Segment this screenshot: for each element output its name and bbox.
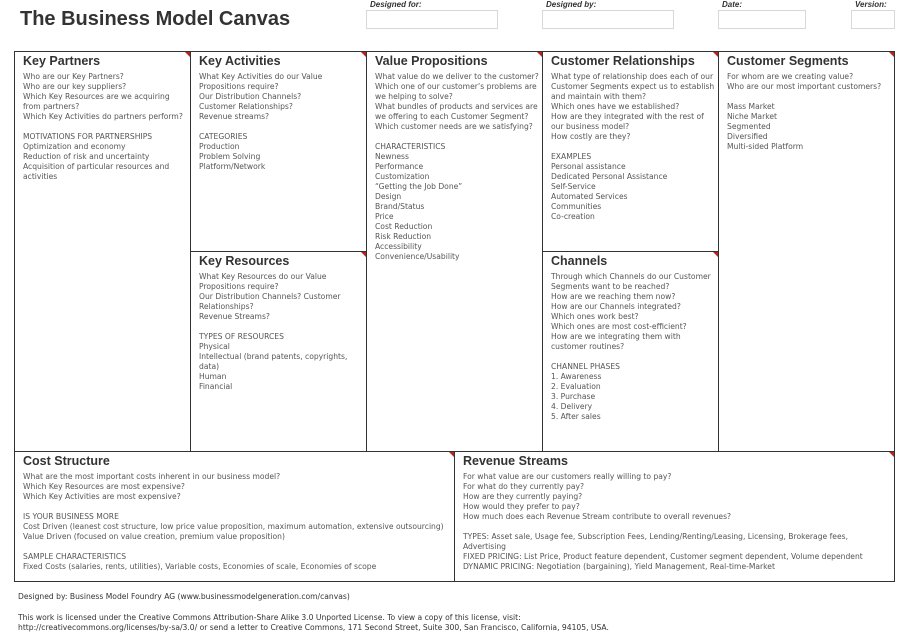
block-line: Co-creation: [551, 212, 595, 221]
line-gap: [727, 92, 891, 102]
block-line: Convenience/Usability: [375, 252, 460, 261]
line-gap: [463, 522, 891, 532]
block-line: Performance: [375, 162, 424, 171]
block-line: Which Key Resources are we acquiring from partners?: [23, 92, 173, 111]
block-line: Reduction of risk and uncertainty: [23, 152, 150, 161]
block-body: [199, 72, 363, 172]
block-line: What Key Resources do our Value Propositions require?: [199, 272, 329, 291]
block-line: How are we reaching them now?: [551, 292, 676, 301]
block-line: 5. After sales: [551, 412, 601, 421]
block-line: Dedicated Personal Assistance: [551, 172, 668, 181]
block-line: What type of relationship does each of our Customer Segments expect us to establish and maintain with them?: [551, 72, 717, 101]
block-line: FIXED PRICING: List Price, Product feature dependent, Customer segment dependent, Volume dependent: [463, 552, 863, 561]
date-label: Date:: [722, 0, 743, 9]
block-title: Customer Relationships: [551, 54, 695, 68]
block-line: SAMPLE CHARACTERISTICS: [23, 552, 127, 561]
corner-marker: [185, 52, 190, 57]
block-value-propositions[interactable]: [367, 52, 543, 452]
corner-marker: [537, 52, 542, 57]
block-line: Accessibility: [375, 242, 422, 251]
block-line: Which Key Activities do partners perform?: [23, 112, 183, 121]
block-line: Which ones have we established?: [551, 102, 680, 111]
block-revenue-streams[interactable]: [455, 452, 894, 581]
block-line: Financial: [199, 382, 233, 391]
block-line: CHARACTERISTICS: [375, 142, 446, 151]
block-title: Key Activities: [199, 54, 281, 68]
version-label: Version:: [855, 0, 887, 9]
block-line: Mass Market: [727, 102, 775, 111]
block-line: CATEGORIES: [199, 132, 248, 141]
block-line: 4. Delivery: [551, 402, 593, 411]
block-line: CHANNEL PHASES: [551, 362, 620, 371]
block-line: What are the most important costs inherent in our business model?: [23, 472, 281, 481]
block-line: Cost Reduction: [375, 222, 433, 231]
footer-license-line-2: http://creativecommons.org/licenses/by-sa/3.0/ or send a letter to Creative Commons, 171 Second Street, Suite 300, San Francisco, California, 94105, USA.: [18, 623, 609, 632]
block-cost-structure[interactable]: [15, 452, 455, 581]
block-line: Self-Service: [551, 182, 596, 191]
block-line: EXAMPLES: [551, 152, 592, 161]
block-line: DYNAMIC PRICING: Negotiation (bargaining), Yield Management, Real-time-Market: [463, 562, 775, 571]
block-line: Which ones are most cost-efficient?: [551, 322, 687, 331]
corner-marker: [713, 252, 718, 257]
line-gap: [199, 122, 363, 132]
block-line: Diversified: [727, 132, 768, 141]
block-line: For what value are our customers really willing to pay?: [463, 472, 672, 481]
corner-marker: [361, 52, 366, 57]
designed-by-field[interactable]: [542, 10, 674, 29]
designed-by-label: Designed by:: [546, 0, 597, 9]
designed-for-label: Designed for:: [370, 0, 422, 9]
block-body: [727, 72, 891, 152]
block-line: Who are our key suppliers?: [23, 82, 127, 91]
block-line: Intellectual (brand patents, copyrights, data): [199, 352, 350, 371]
block-key-activities[interactable]: [191, 52, 367, 252]
block-line: MOTIVATIONS FOR PARTNERSHIPS: [23, 132, 153, 141]
block-line: Physical: [199, 342, 230, 351]
block-line: Price: [375, 212, 394, 221]
block-customer-relationships[interactable]: [543, 52, 719, 252]
block-line: Segmented: [727, 122, 771, 131]
block-line: Which Key Activities are most expensive?: [23, 492, 181, 501]
block-line: Through which Channels do our Customer Segments want to be reached?: [551, 272, 714, 291]
block-line: 3. Purchase: [551, 392, 596, 401]
block-line: Production: [199, 142, 240, 151]
block-line: What value do we deliver to the customer?: [375, 72, 539, 81]
block-line: Problem Solving: [199, 152, 261, 161]
block-title: Customer Segments: [727, 54, 849, 68]
line-gap: [375, 132, 539, 142]
block-line: How are we integrating them with customer routines?: [551, 332, 684, 351]
block-title: Key Partners: [23, 54, 101, 68]
block-key-resources[interactable]: [191, 252, 367, 452]
block-line: Cost Driven (leanest cost structure, low price value proposition, maximum automation, extensive outsourcing): [23, 522, 444, 531]
block-line: Brand/Status: [375, 202, 425, 211]
block-line: Optimization and economy: [23, 142, 126, 151]
corner-marker: [889, 452, 894, 457]
block-line: Automated Services: [551, 192, 628, 201]
block-line: For what do they currently pay?: [463, 482, 585, 491]
block-line: Which Key Resources are most expensive?: [23, 482, 185, 491]
block-line: How are our Channels integrated?: [551, 302, 681, 311]
block-line: How would they prefer to pay?: [463, 502, 580, 511]
block-line: How much does each Revenue Stream contribute to overall revenues?: [463, 512, 732, 521]
block-body: [23, 72, 187, 182]
line-gap: [551, 352, 715, 362]
block-line: “Getting the Job Done”: [375, 182, 463, 191]
block-line: Who are our most important customers?: [727, 82, 882, 91]
block-body: [463, 472, 891, 572]
block-line: How are they currently paying?: [463, 492, 583, 501]
block-line: What bundles of products and services are we offering to each Customer Segment?: [375, 102, 541, 121]
block-title: Value Propositions: [375, 54, 488, 68]
block-line: Design: [375, 192, 402, 201]
block-line: Fixed Costs (salaries, rents, utilities), Variable costs, Economies of scale, Economies of scope: [23, 562, 377, 571]
block-line: Customization: [375, 172, 430, 181]
block-line: Niche Market: [727, 112, 777, 121]
block-line: Newness: [375, 152, 409, 161]
block-line: For whom are we creating value?: [727, 72, 854, 81]
block-line: 2. Evaluation: [551, 382, 601, 391]
block-line: How are they integrated with the rest of our business model?: [551, 112, 707, 131]
block-line: Our Distribution Channels?: [199, 92, 302, 101]
line-gap: [23, 122, 187, 132]
block-body: [551, 72, 715, 222]
block-line: TYPES: Asset sale, Usage fee, Subscription Fees, Lending/Renting/Leasing, Licensing, Brokerage fees, Advertising: [463, 532, 851, 551]
block-title: Cost Structure: [23, 454, 110, 468]
block-line: Which one of our customer’s problems are we helping to solve?: [375, 82, 540, 101]
block-channels[interactable]: [543, 252, 719, 452]
corner-marker: [713, 52, 718, 57]
block-line: TYPES OF RESOURCES: [199, 332, 284, 341]
block-line: Acquisition of particular resources and activities: [23, 162, 172, 181]
block-body: [199, 272, 363, 392]
block-body: [23, 472, 451, 572]
block-title: Key Resources: [199, 254, 290, 268]
page-title: The Business Model Canvas: [20, 8, 291, 30]
footer-license-line-1: This work is licensed under the Creative Commons Attribution-Share Alike 3.0 Unported License. To view a copy of this license, visit:: [18, 613, 521, 622]
block-line: Platform/Network: [199, 162, 266, 171]
corner-marker: [889, 52, 894, 57]
block-line: Risk Reduction: [375, 232, 432, 241]
block-line: Our Distribution Channels? Customer Relationships?: [199, 292, 343, 311]
block-line: Which customer needs are we satisfying?: [375, 122, 533, 131]
line-gap: [551, 142, 715, 152]
block-line: IS YOUR BUSINESS MORE: [23, 512, 119, 521]
block-line: Which ones work best?: [551, 312, 639, 321]
block-title: Channels: [551, 254, 608, 268]
line-gap: [23, 502, 451, 512]
corner-marker: [361, 252, 366, 257]
block-customer-segments[interactable]: [719, 52, 894, 452]
designed-for-field[interactable]: [366, 10, 498, 29]
canvas-grid: [14, 51, 895, 582]
block-line: Revenue Streams?: [199, 312, 270, 321]
block-line: Multi-sided Platform: [727, 142, 804, 151]
version-field[interactable]: [851, 10, 895, 29]
line-gap: [199, 322, 363, 332]
block-line: Communities: [551, 202, 602, 211]
block-line: What Key Activities do our Value Propositions require?: [199, 72, 325, 91]
block-line: Human: [199, 372, 227, 381]
block-body: [375, 72, 539, 262]
line-gap: [23, 542, 451, 552]
block-line: How costly are they?: [551, 132, 631, 141]
block-title: Revenue Streams: [463, 454, 568, 468]
block-line: Value Driven (focused on value creation, premium value proposition): [23, 532, 285, 541]
block-body: [551, 272, 715, 422]
date-field[interactable]: [718, 10, 806, 29]
block-line: 1. Awareness: [551, 372, 602, 381]
block-line: Revenue streams?: [199, 112, 270, 121]
block-line: Customer Relationships?: [199, 102, 293, 111]
footer-designed-by: Designed by: Business Model Foundry AG (www.businessmodelgeneration.com/canvas): [18, 592, 350, 601]
block-line: Who are our Key Partners?: [23, 72, 124, 81]
corner-marker: [449, 452, 454, 457]
block-line: Personal assistance: [551, 162, 626, 171]
block-key-partners[interactable]: [15, 52, 191, 452]
